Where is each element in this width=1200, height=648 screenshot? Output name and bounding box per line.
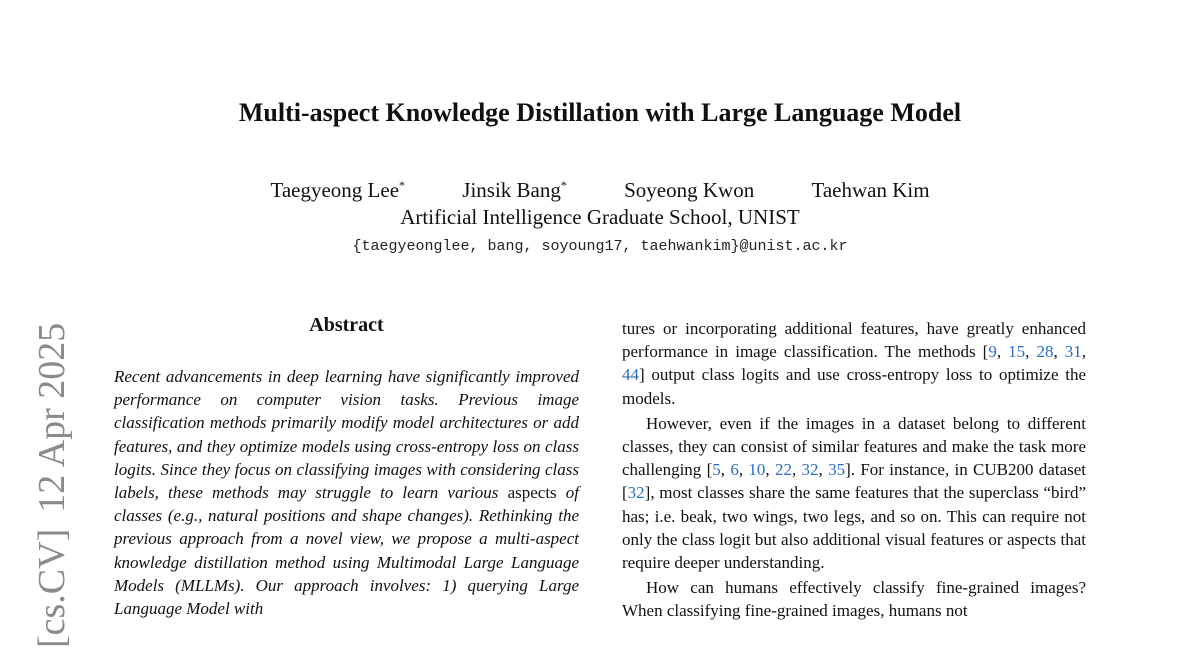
citation-link[interactable]: 10 (748, 460, 766, 480)
author-emails: {taegyeonglee, bang, soyoung17, taehwankim}@unist.ac.kr (352, 238, 848, 255)
citation-link[interactable]: 44 (622, 365, 639, 385)
paper-title: Multi-aspect Knowledge Distillation with Large Language Model (238, 98, 962, 127)
arxiv-stamp (30, 323, 74, 648)
citation-link[interactable]: 32 (801, 460, 819, 480)
abstract-text: Recent advancements in deep learning have significantly improved performance on computer vision tasks. Previous image classification methods primarily modify model architectures or add features, and they optimize models using cross-entropy loss on class logits. Since they focus on classifying images with considering class labels, these methods may struggle to learn various aspects of classes (e.g., natural positions and shape changes). Rethinking the previous approach from a novel view, we propose a multi-aspect knowledge distillation method using Multimodal Large Language Models (MLLMs). Our approach involves: 1) querying Large Language Model with (114, 367, 580, 619)
citation-link[interactable]: 32 (627, 483, 645, 503)
intro-paragraph-3: How can humans effectively classify fine-grained images? When classifying fine-grained images, humans not (622, 578, 1086, 621)
author-1: Taegyeong Lee* (270, 178, 406, 202)
author-3: Soyeong Kwon (624, 178, 755, 202)
citation-link[interactable]: 28 (1036, 342, 1054, 362)
intro-paragraph-2: However, even if the images in a dataset belong to different classes, they can consist of similar features and make the task more challenging [5, 6, 10, 22, 32, 35]. For instance, in CUB200 dataset [32], most classes share the same features that the superclass “bird” has; i.e. beak, two wings, two legs, and so on. This can require not only the class logit but also additional visual features or aspects that require deeper understanding. (622, 413, 1087, 573)
author-4: Taehwan Kim (811, 178, 930, 202)
abstract-heading: Abstract (309, 314, 384, 336)
affiliation: Artificial Intelligence Graduate School, UNIST (400, 205, 800, 229)
citation-link[interactable]: 9 (988, 342, 997, 362)
citation-link[interactable]: 6 (730, 460, 739, 480)
citation-link[interactable]: 5 (712, 460, 721, 480)
citation-link[interactable]: 35 (828, 460, 846, 480)
arxiv-date: 12 Apr 2025 (31, 322, 73, 513)
citation-link[interactable]: 15 (1008, 342, 1026, 362)
left-column (114, 314, 579, 620)
equal-contribution-mark: * (399, 178, 406, 192)
arxiv-category: [cs.CV] (31, 528, 73, 648)
intro-paragraph-1: tures or incorporating additional features, have greatly enhanced performance in image classification. The methods [9, 15, 28, 31, 44] output class logits and use cross-entropy loss to optimize the models. (622, 319, 1087, 408)
right-column (622, 317, 1086, 625)
equal-contribution-mark: * (560, 178, 567, 192)
author-2: Jinsik Bang* (462, 178, 567, 202)
author-list (0, 178, 1200, 203)
citation-link[interactable]: 31 (1064, 342, 1082, 362)
citation-link[interactable]: 22 (774, 460, 792, 480)
